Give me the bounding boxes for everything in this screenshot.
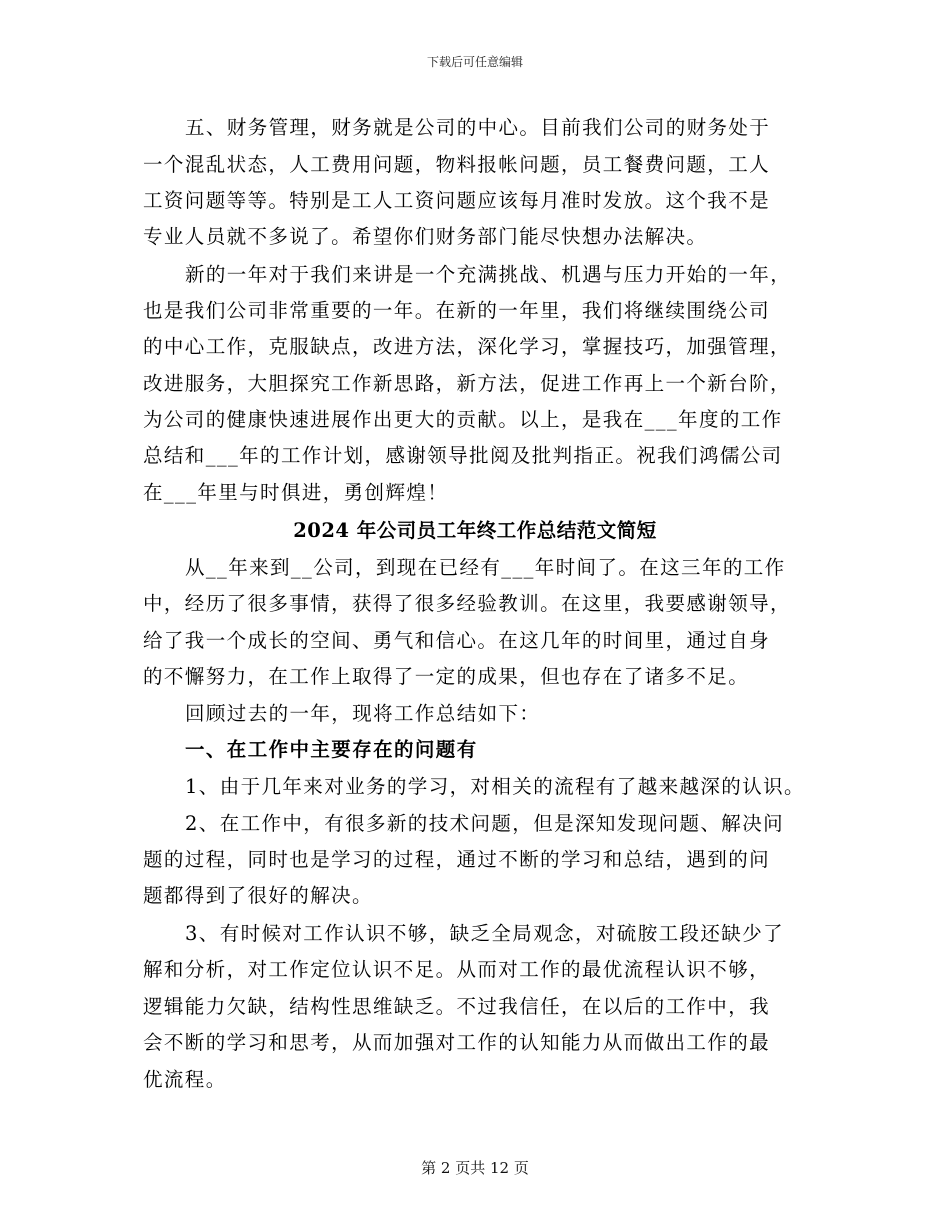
text-line: 专业人员就不多说了。希望你们财务部门能尽快想办法解决。 (143, 225, 708, 248)
text-line: 3、有时候对工作认识不够，缺乏全局观念，对硫胺工段还缺少了 (185, 922, 785, 945)
text-line: 给了我一个成长的空间、勇气和信心。在这几年的时间里，通过自身 (143, 629, 771, 652)
text-line: 一个混乱状态，人工费用问题，物料报帐问题，员工餐费问题，工人 (143, 153, 771, 176)
text-line: 从__年来到__公司，到现在已经有___年时间了。在这三年的工作 (185, 556, 786, 579)
text-line: 五、财务管理，财务就是公司的中心。目前我们公司的财务处于 (185, 116, 771, 139)
text-line: 在___年里与时俱进，勇创辉煌！ (143, 481, 449, 504)
text-line: 工资问题等等。特别是工人工资问题应该每月准时发放。这个我不是 (143, 189, 771, 212)
text-line: 解和分析，对工作定位认识不足。从而对工作的最优流程认识不够， (143, 958, 771, 981)
text-line: 为公司的健康快速进展作出更大的贡献。以上，是我在___年度的工作 (143, 408, 783, 431)
section-title: 2024 年公司员工年终工作总结范文简短 (293, 519, 657, 542)
text-line: 也是我们公司非常重要的一年。在新的一年里，我们将继续围绕公司 (143, 299, 771, 322)
text-line: 总结和___年的工作计划，感谢领导批阅及批判指正。祝我们鸿儒公司 (143, 444, 783, 467)
text-line: 的不懈努力，在工作上取得了一定的成果，但也存在了诸多不足。 (143, 665, 750, 688)
subheading: 一、在工作中主要存在的问题有 (185, 738, 478, 761)
text-line: 逻辑能力欠缺，结构性思维缺乏。不过我信任，在以后的工作中，我 (143, 995, 771, 1018)
page-header: 下载后可任意编辑 (426, 55, 523, 69)
text-line: 改进服务，大胆探究工作新思路，新方法，促进工作再上一个新台阶， (143, 372, 791, 395)
text-line: 题的过程，同时也是学习的过程，通过不断的学习和总结，遇到的问 (143, 848, 771, 871)
page-footer: 第 2 页共 12 页 (421, 1159, 529, 1177)
text-line: 题都得到了很好的解决。 (143, 884, 373, 907)
text-line: 2、在工作中，有很多新的技术问题，但是深知发现问题、解决问 (185, 812, 785, 835)
text-line: 1、由于几年来对业务的学习，对相关的流程有了越来越深的认识。 (185, 775, 805, 798)
text-line: 的中心工作，克服缺点，改进方法，深化学习，掌握技巧，加强管理， (143, 335, 791, 358)
text-line: 新的一年对于我们来讲是一个充满挑战、机遇与压力开始的一年， (185, 263, 792, 286)
text-line: 优流程。 (143, 1068, 227, 1091)
text-line: 中，经历了很多事情，获得了很多经验教训。在这里，我要感谢领导， (143, 592, 791, 615)
text-line: 回顾过去的一年，现将工作总结如下： (185, 702, 541, 725)
text-line: 会不断的学习和思考，从而加强对工作的认知能力从而做出工作的最 (143, 1031, 771, 1054)
